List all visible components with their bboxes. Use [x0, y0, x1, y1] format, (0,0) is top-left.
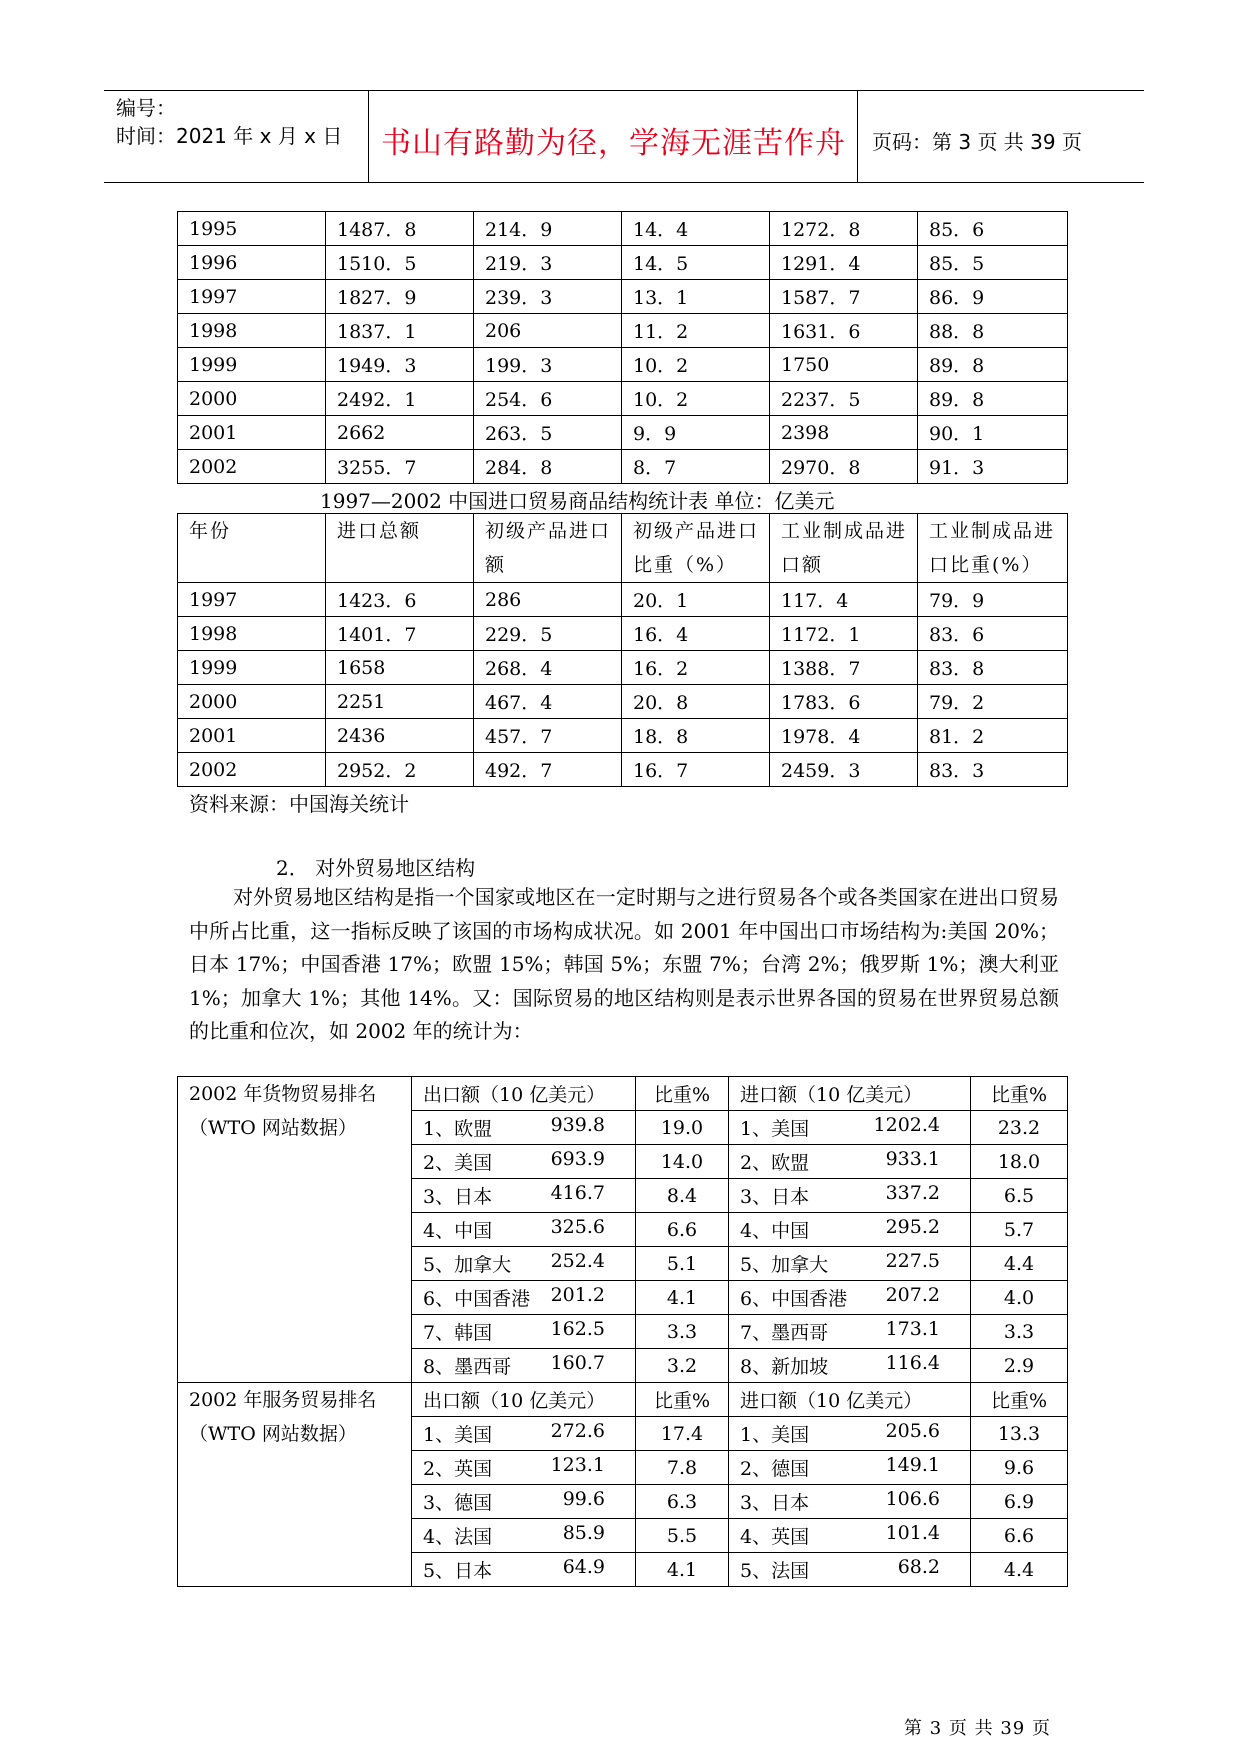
table-cell: 14．4 [622, 212, 770, 246]
data-source-note: 资料来源：中国海关统计 [189, 792, 409, 816]
share-cell: 6.5 [971, 1179, 1068, 1213]
header-divider [368, 90, 369, 182]
rank-entry [729, 1352, 970, 1379]
rank-entry [729, 1420, 970, 1447]
export-structure-table [177, 211, 1068, 484]
rank-entry [729, 1182, 970, 1209]
table-cell: 1995 [178, 212, 326, 246]
export-rank-cell [412, 1553, 636, 1587]
table-cell: 18．8 [622, 719, 770, 753]
rank-entry [412, 1216, 635, 1243]
rank-entry [412, 1284, 635, 1311]
table-cell: 1750 [770, 348, 918, 382]
share-cell: 19.0 [636, 1111, 729, 1145]
table-cell: 91．3 [918, 450, 1068, 484]
rank-entry [412, 1318, 635, 1345]
table-cell: 2952．2 [326, 753, 474, 787]
table-cell: 214．9 [474, 212, 622, 246]
table-row [178, 314, 1068, 348]
table-row [178, 685, 1068, 719]
table-cell: 2970．8 [770, 450, 918, 484]
table-cell: 1587．7 [770, 280, 918, 314]
rank-entry [412, 1250, 635, 1277]
table-row [178, 416, 1068, 450]
trade-value: 252.4 [550, 1250, 605, 1272]
share-cell: 17.4 [636, 1417, 729, 1451]
header-bottom-rule [104, 182, 1144, 183]
trade-value: 207.2 [885, 1284, 940, 1306]
table-cell: 85．5 [918, 246, 1068, 280]
country-name: 1、美国 [740, 1118, 810, 1140]
share-cell: 9.6 [971, 1451, 1068, 1485]
rank-entry [729, 1250, 970, 1277]
table-cell: 16．7 [622, 753, 770, 787]
trade-value: 227.5 [885, 1250, 940, 1272]
trade-value: 325.6 [550, 1216, 605, 1238]
section-title: 2． 对外贸易地区结构 [276, 856, 476, 880]
import-rank-cell [729, 1315, 971, 1349]
rank-entry [412, 1182, 635, 1209]
trade-value: 173.1 [885, 1318, 940, 1340]
table-cell: 2001 [178, 719, 326, 753]
table-cell: 2237．5 [770, 382, 918, 416]
table-cell: 8．7 [622, 450, 770, 484]
country-name: 2、美国 [423, 1152, 493, 1174]
table-cell: 89．8 [918, 382, 1068, 416]
table-cell: 2492．1 [326, 382, 474, 416]
import-rank-cell [729, 1519, 971, 1553]
trade-value: 116.4 [885, 1352, 940, 1374]
rank-entry [412, 1114, 635, 1141]
share-cell: 4.4 [971, 1553, 1068, 1587]
table-cell: 457．7 [474, 719, 622, 753]
share-cell: 6.9 [971, 1485, 1068, 1519]
table-cell: 10．2 [622, 348, 770, 382]
table-cell: 1978．4 [770, 719, 918, 753]
country-name: 5、法国 [740, 1560, 810, 1582]
table-cell: 1291．4 [770, 246, 918, 280]
trade-value: 205.6 [885, 1420, 940, 1442]
table-cell: 467．4 [474, 685, 622, 719]
table-cell: 239．3 [474, 280, 622, 314]
table-cell: 16．2 [622, 651, 770, 685]
import-rank-cell [729, 1213, 971, 1247]
export-rank-cell [412, 1417, 636, 1451]
table-header-cell: 比重% [971, 1383, 1068, 1417]
rank-entry [729, 1556, 970, 1583]
country-name: 5、加拿大 [740, 1254, 829, 1276]
import-rank-cell [729, 1553, 971, 1587]
table-header-cell: 出口额（10 亿美元） [412, 1077, 636, 1111]
table-cell: 2398 [770, 416, 918, 450]
share-cell: 14.0 [636, 1145, 729, 1179]
table-row [178, 753, 1068, 787]
trade-value: 123.1 [550, 1454, 605, 1476]
trade-value: 693.9 [550, 1148, 605, 1170]
header-divider [857, 90, 858, 182]
trade-value: 149.1 [885, 1454, 940, 1476]
table-row [178, 382, 1068, 416]
page-footer: 第 3 页 共 39 页 [904, 1718, 1051, 1739]
table-cell: 14．5 [622, 246, 770, 280]
share-cell: 4.1 [636, 1553, 729, 1587]
table-cell: 1997 [178, 280, 326, 314]
rank-entry [412, 1556, 635, 1583]
table-cell: 2002 [178, 753, 326, 787]
table-cell: 117．4 [770, 583, 918, 617]
share-cell: 3.2 [636, 1349, 729, 1383]
table-cell: 1388．7 [770, 651, 918, 685]
table-cell: 81．2 [918, 719, 1068, 753]
table-header-cell: 初级产品进口额 [474, 514, 622, 583]
export-rank-cell [412, 1179, 636, 1213]
trade-value: 101.4 [885, 1522, 940, 1544]
share-cell: 5.1 [636, 1247, 729, 1281]
rank-entry [412, 1488, 635, 1515]
share-cell: 23.2 [971, 1111, 1068, 1145]
share-cell: 2.9 [971, 1349, 1068, 1383]
table-cell: 2251 [326, 685, 474, 719]
table-cell: 1997 [178, 583, 326, 617]
country-name: 4、中国 [423, 1220, 493, 1242]
table-cell: 9．9 [622, 416, 770, 450]
table-cell: 2000 [178, 685, 326, 719]
table-cell: 1272．8 [770, 212, 918, 246]
table-cell: 1783．6 [770, 685, 918, 719]
table-cell: 1837．1 [326, 314, 474, 348]
share-cell: 3.3 [971, 1315, 1068, 1349]
rank-entry [412, 1352, 635, 1379]
country-name: 3、德国 [423, 1492, 493, 1514]
table-cell: 79．2 [918, 685, 1068, 719]
trade-value: 337.2 [885, 1182, 940, 1204]
import-table-caption: 1997—2002 中国进口贸易商品结构统计表 单位：亿美元 [320, 489, 835, 513]
table-cell: 284．8 [474, 450, 622, 484]
export-rank-cell [412, 1247, 636, 1281]
ranking-section-label: 2002 年服务贸易排名（WTO 网站数据） [178, 1383, 412, 1587]
import-structure-table [177, 513, 1068, 787]
import-rank-cell [729, 1179, 971, 1213]
table-cell: 1998 [178, 314, 326, 348]
table-header-cell: 比重% [971, 1077, 1068, 1111]
table-cell: 16．4 [622, 617, 770, 651]
table-header-cell: 初级产品进口比重（%） [622, 514, 770, 583]
table-cell: 1949．3 [326, 348, 474, 382]
table-cell: 10．2 [622, 382, 770, 416]
share-cell: 5.7 [971, 1213, 1068, 1247]
rank-entry [729, 1522, 970, 1549]
country-name: 4、中国 [740, 1220, 810, 1242]
country-name: 3、日本 [740, 1186, 810, 1208]
table-cell: 88．8 [918, 314, 1068, 348]
table-cell: 3255．7 [326, 450, 474, 484]
table-cell: 206 [474, 314, 622, 348]
trade-value: 99.6 [562, 1488, 605, 1510]
table-cell: 2662 [326, 416, 474, 450]
export-rank-cell [412, 1519, 636, 1553]
table-cell: 20．1 [622, 583, 770, 617]
trade-value: 85.9 [562, 1522, 605, 1544]
table-cell: 83．6 [918, 617, 1068, 651]
import-rank-cell [729, 1145, 971, 1179]
country-name: 4、英国 [740, 1526, 810, 1548]
country-name: 2、德国 [740, 1458, 810, 1480]
table-cell: 219．3 [474, 246, 622, 280]
table-cell: 20．8 [622, 685, 770, 719]
table-cell: 199．3 [474, 348, 622, 382]
trade-ranking-table [177, 1076, 1068, 1587]
country-name: 1、美国 [423, 1424, 493, 1446]
trade-value: 68.2 [897, 1556, 940, 1578]
table-cell: 1423．6 [326, 583, 474, 617]
share-cell: 8.4 [636, 1179, 729, 1213]
table-cell: 1487．8 [326, 212, 474, 246]
trade-value: 295.2 [885, 1216, 940, 1238]
table-row [178, 617, 1068, 651]
table-row [178, 583, 1068, 617]
table-cell: 286 [474, 583, 622, 617]
share-cell: 5.5 [636, 1519, 729, 1553]
trade-value: 162.5 [550, 1318, 605, 1340]
header-page-label: 页码：第 3 页 共 39 页 [872, 130, 1082, 154]
table-cell: 1999 [178, 348, 326, 382]
country-name: 1、欧盟 [423, 1118, 493, 1140]
rank-entry [412, 1148, 635, 1175]
share-cell: 4.1 [636, 1281, 729, 1315]
table-cell: 83．3 [918, 753, 1068, 787]
export-rank-cell [412, 1281, 636, 1315]
table-row [178, 246, 1068, 280]
table-cell: 1658 [326, 651, 474, 685]
import-rank-cell [729, 1247, 971, 1281]
trade-value: 939.8 [550, 1114, 605, 1136]
rank-entry [729, 1114, 970, 1141]
export-rank-cell [412, 1111, 636, 1145]
rank-entry [729, 1454, 970, 1481]
country-name: 8、墨西哥 [423, 1356, 512, 1378]
table-cell: 83．8 [918, 651, 1068, 685]
rank-entry [729, 1216, 970, 1243]
table-cell: 1401．7 [326, 617, 474, 651]
country-name: 6、中国香港 [423, 1288, 531, 1310]
table-cell: 2436 [326, 719, 474, 753]
trade-value: 160.7 [550, 1352, 605, 1374]
rank-entry [729, 1284, 970, 1311]
trade-value: 201.2 [550, 1284, 605, 1306]
ranking-section-label: 2002 年货物贸易排名（WTO 网站数据） [178, 1077, 412, 1383]
country-name: 3、日本 [423, 1186, 493, 1208]
table-cell: 263．5 [474, 416, 622, 450]
import-rank-cell [729, 1111, 971, 1145]
export-rank-cell [412, 1485, 636, 1519]
share-cell: 7.8 [636, 1451, 729, 1485]
share-cell: 4.4 [971, 1247, 1068, 1281]
table-cell: 254．6 [474, 382, 622, 416]
table-header-cell: 年份 [178, 514, 326, 583]
table-cell: 1996 [178, 246, 326, 280]
rank-entry [729, 1318, 970, 1345]
share-cell: 6.6 [971, 1519, 1068, 1553]
share-cell: 13.3 [971, 1417, 1068, 1451]
table-header-cell: 进口总额 [326, 514, 474, 583]
table-header-cell: 比重% [636, 1077, 729, 1111]
table-cell: 1510．5 [326, 246, 474, 280]
header-top-rule [104, 90, 1144, 91]
table-row [178, 651, 1068, 685]
export-rank-cell [412, 1451, 636, 1485]
country-name: 4、法国 [423, 1526, 493, 1548]
rank-entry [412, 1420, 635, 1447]
table-cell: 89．8 [918, 348, 1068, 382]
table-cell: 2459．3 [770, 753, 918, 787]
share-cell: 4.0 [971, 1281, 1068, 1315]
trade-value: 64.9 [562, 1556, 605, 1578]
import-rank-cell [729, 1417, 971, 1451]
table-cell: 1631．6 [770, 314, 918, 348]
table-header-row [178, 514, 1068, 583]
header-time-label: 时间：2021 年 x 月 x 日 [116, 124, 343, 148]
table-cell: 1172．1 [770, 617, 918, 651]
table-row [178, 212, 1068, 246]
table-cell: 1998 [178, 617, 326, 651]
table-header-cell: 进口额（10 亿美元） [729, 1383, 971, 1417]
ranking-header-row [178, 1383, 1068, 1417]
table-row [178, 450, 1068, 484]
import-rank-cell [729, 1349, 971, 1383]
table-header-cell: 工业制成品进口额 [770, 514, 918, 583]
country-name: 2、英国 [423, 1458, 493, 1480]
rank-entry [729, 1488, 970, 1515]
table-cell: 13．1 [622, 280, 770, 314]
table-cell: 79．9 [918, 583, 1068, 617]
table-cell: 268．4 [474, 651, 622, 685]
import-rank-cell [729, 1281, 971, 1315]
rank-entry [412, 1454, 635, 1481]
country-name: 7、韩国 [423, 1322, 493, 1344]
country-name: 3、日本 [740, 1492, 810, 1514]
share-cell: 3.3 [636, 1315, 729, 1349]
country-name: 1、美国 [740, 1424, 810, 1446]
trade-value: 1202.4 [873, 1114, 940, 1136]
country-name: 5、加拿大 [423, 1254, 512, 1276]
table-row [178, 719, 1068, 753]
table-cell: 2000 [178, 382, 326, 416]
share-cell: 6.6 [636, 1213, 729, 1247]
country-name: 2、欧盟 [740, 1152, 810, 1174]
country-name: 7、墨西哥 [740, 1322, 829, 1344]
table-cell: 11．2 [622, 314, 770, 348]
table-cell: 1999 [178, 651, 326, 685]
export-rank-cell [412, 1145, 636, 1179]
table-header-cell: 工业制成品进口比重(%） [918, 514, 1068, 583]
table-cell: 90．1 [918, 416, 1068, 450]
trade-value: 416.7 [550, 1182, 605, 1204]
table-header-cell: 比重% [636, 1383, 729, 1417]
table-cell: 2001 [178, 416, 326, 450]
import-rank-cell [729, 1451, 971, 1485]
rank-entry [412, 1522, 635, 1549]
country-name: 5、日本 [423, 1560, 493, 1582]
table-header-cell: 进口额（10 亿美元） [729, 1077, 971, 1111]
country-name: 8、新加坡 [740, 1356, 829, 1378]
header-number-label: 编号： [116, 96, 176, 120]
header-motto: 书山有路勤为径，学海无涯苦作舟 [381, 126, 846, 161]
table-cell: 85．6 [918, 212, 1068, 246]
export-rank-cell [412, 1349, 636, 1383]
table-cell: 1827．9 [326, 280, 474, 314]
trade-value: 933.1 [885, 1148, 940, 1170]
rank-entry [729, 1148, 970, 1175]
trade-value: 106.6 [885, 1488, 940, 1510]
trade-value: 272.6 [550, 1420, 605, 1442]
share-cell: 18.0 [971, 1145, 1068, 1179]
table-cell: 492．7 [474, 753, 622, 787]
ranking-header-row [178, 1077, 1068, 1111]
table-row [178, 348, 1068, 382]
export-rank-cell [412, 1213, 636, 1247]
import-rank-cell [729, 1485, 971, 1519]
table-row [178, 280, 1068, 314]
table-cell: 2002 [178, 450, 326, 484]
export-rank-cell [412, 1315, 636, 1349]
table-header-cell: 出口额（10 亿美元） [412, 1383, 636, 1417]
table-cell: 229．5 [474, 617, 622, 651]
country-name: 6、中国香港 [740, 1288, 848, 1310]
share-cell: 6.3 [636, 1485, 729, 1519]
section-paragraph: 对外贸易地区结构是指一个国家或地区在一定时期与之进行贸易各个或各类国家在进出口贸易中所占比重，这一指标反映了该国的市场构成状况。如 2001 年中国出口市场结构为:美国 20%；日本 17%；中国香港 17%；欧盟 15%；韩国 5%；东盟 7%；台湾 2%；俄罗斯 1%；澳大利亚 1%；加拿大 1%；其他 14%。又：国际贸易的地区结构则是表示世界各国的贸易在世界贸易总额的比重和位次，如 2002 年的统计为： [189, 885, 1059, 1043]
table-cell: 86．9 [918, 280, 1068, 314]
